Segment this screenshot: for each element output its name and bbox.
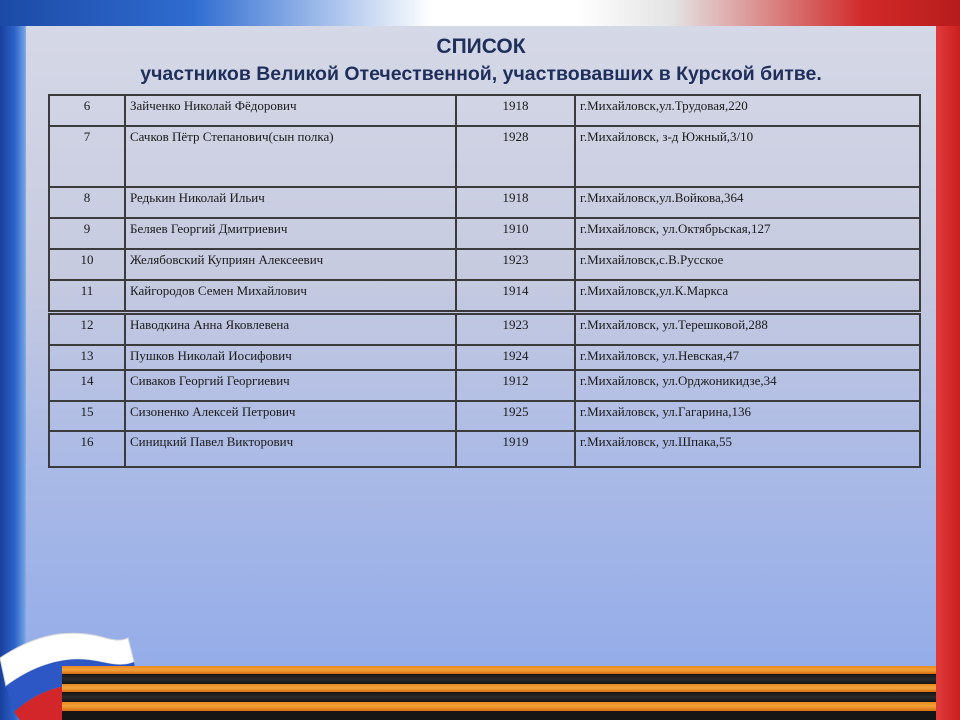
address: г.Михайловск,ул.К.Маркса bbox=[575, 280, 920, 311]
birth-year: 1919 bbox=[456, 431, 575, 467]
address: г.Михайловск,ул.Трудовая,220 bbox=[575, 95, 920, 126]
address: г.Михайловск,с.В.Русское bbox=[575, 249, 920, 280]
participant-name: Зайченко Николай Фёдорович bbox=[125, 95, 456, 126]
table-row bbox=[49, 370, 920, 401]
birth-year: 1912 bbox=[456, 370, 575, 401]
birth-year: 1923 bbox=[456, 314, 575, 345]
address: г.Михайловск, ул.Гагарина,136 bbox=[575, 401, 920, 431]
page-title bbox=[26, 34, 936, 88]
row-number: 6 bbox=[49, 95, 125, 126]
table-row bbox=[49, 249, 920, 280]
title-line-1: СПИСОК bbox=[436, 35, 526, 58]
birth-year: 1918 bbox=[456, 95, 575, 126]
table-row bbox=[49, 345, 920, 370]
row-number: 16 bbox=[49, 431, 125, 467]
row-number: 9 bbox=[49, 218, 125, 249]
table-row bbox=[49, 126, 920, 187]
address: г.Михайловск, ул.Шпака,55 bbox=[575, 431, 920, 467]
st-george-ribbon bbox=[62, 666, 936, 720]
address: г.Михайловск, з-д Южный,3/10 bbox=[575, 126, 920, 187]
participants-table-1 bbox=[48, 94, 921, 312]
birth-year: 1923 bbox=[456, 249, 575, 280]
row-number: 11 bbox=[49, 280, 125, 311]
table-row bbox=[49, 218, 920, 249]
participant-name: Кайгородов Семен Михайлович bbox=[125, 280, 456, 311]
participant-name: Сиваков Георгий Георгиевич bbox=[125, 370, 456, 401]
address: г.Михайловск, ул.Невская,47 bbox=[575, 345, 920, 370]
table-row bbox=[49, 95, 920, 126]
birth-year: 1910 bbox=[456, 218, 575, 249]
table-row bbox=[49, 187, 920, 218]
participant-name: Наводкина Анна Яковлевена bbox=[125, 314, 456, 345]
participant-name: Синицкий Павел Викторович bbox=[125, 431, 456, 467]
row-number: 12 bbox=[49, 314, 125, 345]
title-line-2: участников Великой Отечественной, участвовавших в Курской битве. bbox=[140, 63, 822, 85]
address: г.Михайловск, ул.Орджоникидзе,34 bbox=[575, 370, 920, 401]
table-row bbox=[49, 431, 920, 467]
participant-name: Пушков Николай Иосифович bbox=[125, 345, 456, 370]
participant-name: Сизоненко Алексей Петрович bbox=[125, 401, 456, 431]
table-row bbox=[49, 314, 920, 345]
top-decor-bar bbox=[0, 0, 960, 26]
participant-name: Беляев Георгий Дмитриевич bbox=[125, 218, 456, 249]
birth-year: 1914 bbox=[456, 280, 575, 311]
participant-name: Редькин Николай Ильич bbox=[125, 187, 456, 218]
participant-name: Желябовский Куприян Алексеевич bbox=[125, 249, 456, 280]
address: г.Михайловск, ул.Терешковой,288 bbox=[575, 314, 920, 345]
birth-year: 1925 bbox=[456, 401, 575, 431]
participant-name: Сачков Пётр Степанович(сын полка) bbox=[125, 126, 456, 187]
participants-table-2 bbox=[48, 313, 921, 468]
row-number: 15 bbox=[49, 401, 125, 431]
birth-year: 1918 bbox=[456, 187, 575, 218]
row-number: 13 bbox=[49, 345, 125, 370]
address: г.Михайловск,ул.Войкова,364 bbox=[575, 187, 920, 218]
row-number: 7 bbox=[49, 126, 125, 187]
row-number: 14 bbox=[49, 370, 125, 401]
row-number: 10 bbox=[49, 249, 125, 280]
row-number: 8 bbox=[49, 187, 125, 218]
address: г.Михайловск, ул.Октябрьская,127 bbox=[575, 218, 920, 249]
birth-year: 1928 bbox=[456, 126, 575, 187]
birth-year: 1924 bbox=[456, 345, 575, 370]
table-row bbox=[49, 280, 920, 311]
table-row bbox=[49, 401, 920, 431]
